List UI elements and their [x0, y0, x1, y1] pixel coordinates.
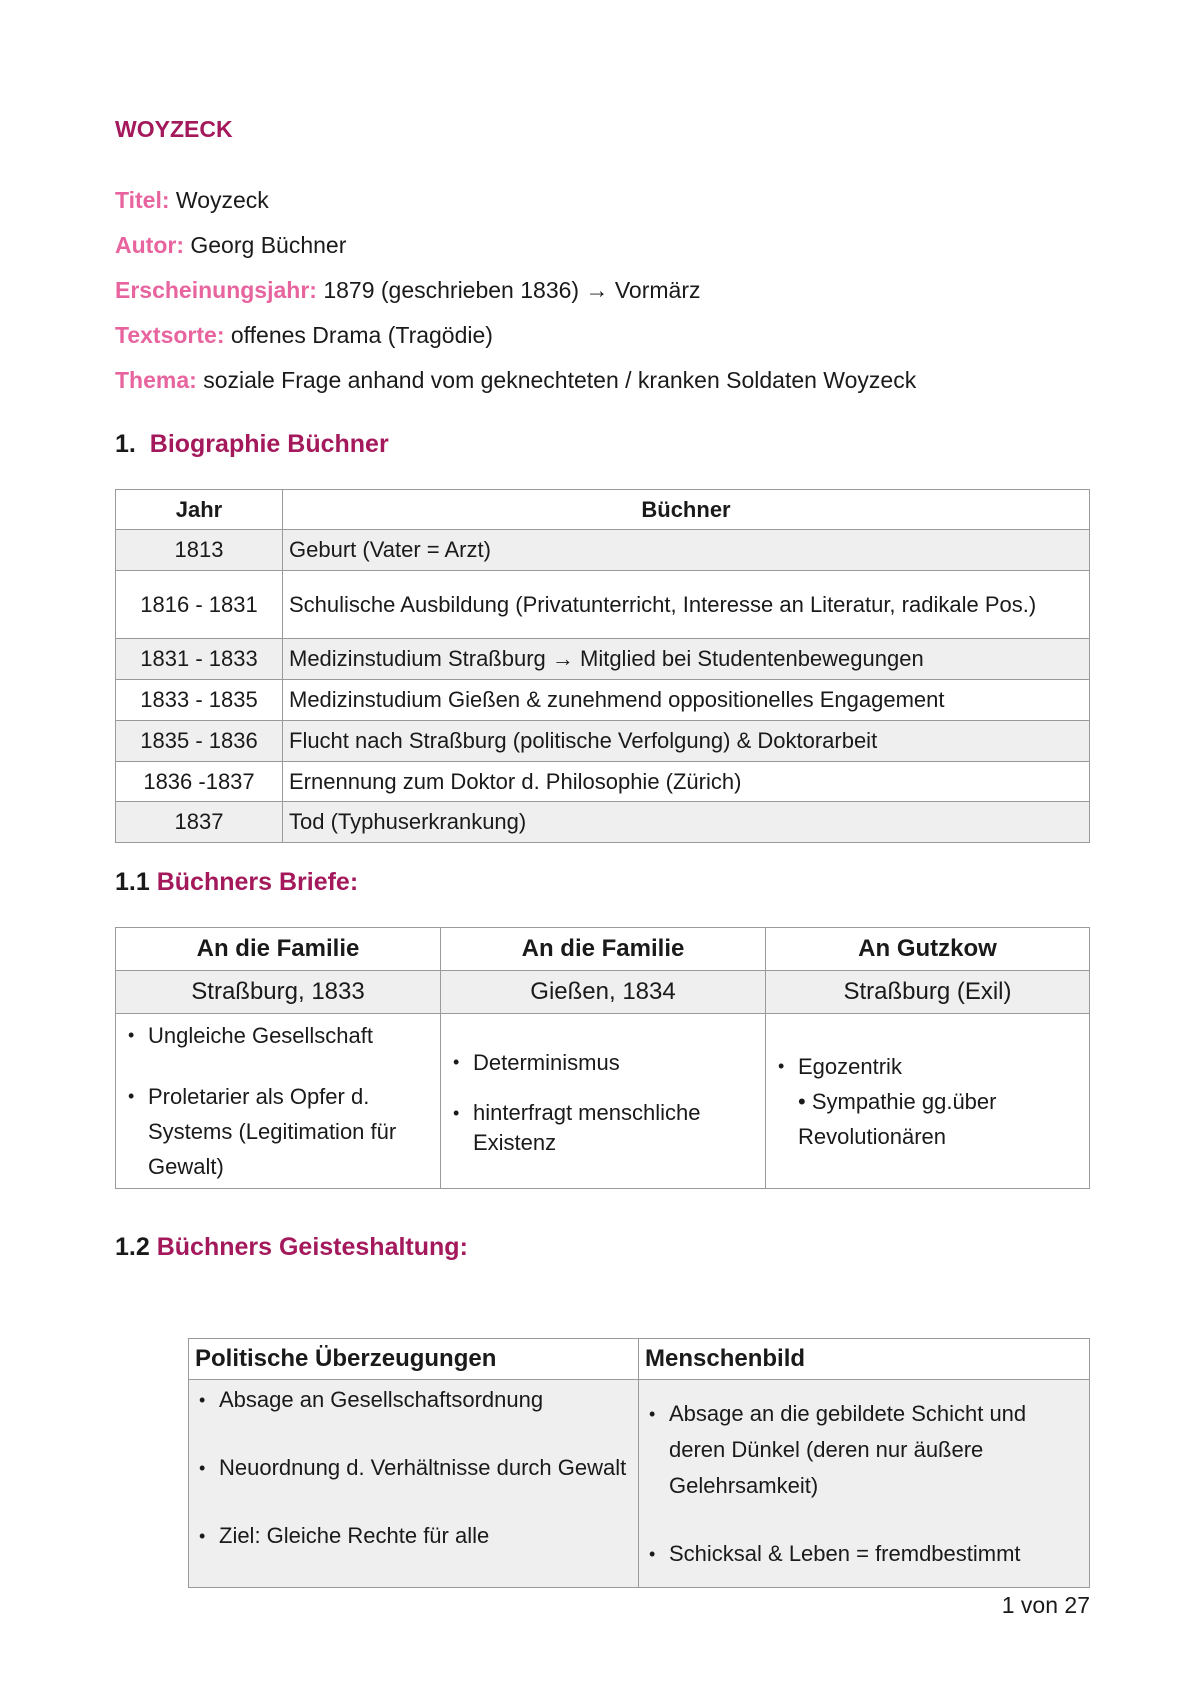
column-header: An die Familie — [116, 928, 441, 971]
table-row — [116, 1014, 1090, 1189]
meta-key: Textsorte: — [115, 322, 225, 348]
table-row — [116, 971, 1090, 1014]
bullet-list — [124, 1018, 432, 1184]
meta-value: 1879 (geschrieben 1836) → Vormärz — [323, 277, 701, 303]
list-item: • hinterfragt menschliche Existenz — [449, 1098, 757, 1158]
place-cell: Straßburg, 1833 — [116, 971, 441, 1014]
section-number: 1.1 — [115, 868, 150, 896]
meta-author — [115, 228, 916, 273]
table-row — [116, 530, 1090, 571]
meta-key: Titel: — [115, 187, 170, 213]
table-header-row — [116, 490, 1090, 530]
section-heading-attitude — [115, 1233, 468, 1262]
bullet-list — [645, 1396, 1083, 1572]
attitude-cell — [189, 1380, 639, 1588]
description-cell: Schulische Ausbildung (Privatunterricht, Interesse an Literatur, radikale Pos.) — [283, 571, 1090, 639]
table-row — [116, 802, 1090, 843]
section-heading-letters — [115, 868, 358, 897]
letter-cell — [766, 1014, 1090, 1189]
list-item: • Absage an Gesellschaftsordnung — [195, 1382, 632, 1418]
column-header: An die Familie — [441, 928, 766, 971]
bullet-list — [774, 1049, 1081, 1084]
description-cell: Tod (Typhuserkrankung) — [283, 802, 1090, 843]
list-item: • Egozentrik — [774, 1049, 1081, 1084]
section-label: Büchners Geisteshaltung: — [156, 1233, 468, 1261]
document-title: WOYZECK — [115, 116, 233, 142]
meta-genre — [115, 318, 916, 363]
year-cell: 1835 - 1836 — [116, 721, 283, 762]
list-item: • Ungleiche Gesellschaft — [124, 1018, 432, 1053]
column-header: An Gutzkow — [766, 928, 1090, 971]
metadata-block — [115, 183, 916, 408]
page-number: 1 von 27 — [1001, 1592, 1090, 1618]
list-item: • Schicksal & Leben = fremdbestimmt — [645, 1536, 1083, 1572]
description-cell: Geburt (Vater = Arzt) — [283, 530, 1090, 571]
bullet-list — [449, 1045, 757, 1158]
meta-value: Georg Büchner — [190, 232, 347, 258]
letters-table — [115, 927, 1090, 1189]
meta-key: Erscheinungsjahr: — [115, 277, 317, 303]
list-item: • Neuordnung d. Verhältnisse durch Gewalt — [195, 1450, 632, 1486]
biography-table — [115, 489, 1090, 843]
attitude-cell — [639, 1380, 1090, 1588]
section-heading-biography — [115, 430, 389, 459]
meta-key: Thema: — [115, 367, 197, 393]
meta-value: offenes Drama (Tragödie) — [230, 322, 493, 348]
year-cell: 1816 - 1831 — [116, 571, 283, 639]
description-cell: Medizinstudium Straßburg → Mitglied bei Studentenbewegungen — [283, 639, 1090, 680]
description-cell: Medizinstudium Gießen & zunehmend oppositionelles Engagement — [283, 680, 1090, 721]
letter-cell — [116, 1014, 441, 1189]
meta-year — [115, 273, 916, 318]
meta-theme — [115, 363, 916, 408]
table-row — [116, 680, 1090, 721]
meta-title — [115, 183, 916, 228]
table-header-row — [116, 928, 1090, 971]
column-header: Politische Überzeugungen — [189, 1339, 639, 1380]
meta-key: Autor: — [115, 232, 184, 258]
place-cell: Gießen, 1834 — [441, 971, 766, 1014]
section-number: 1. — [115, 430, 136, 458]
table-row — [116, 721, 1090, 762]
list-item: • Ziel: Gleiche Rechte für alle — [195, 1518, 632, 1554]
section-label: Büchners Briefe: — [156, 868, 359, 896]
letter-cell — [441, 1014, 766, 1189]
section-number: 1.2 — [115, 1233, 150, 1261]
year-cell: 1813 — [116, 530, 283, 571]
column-header: Menschenbild — [639, 1339, 1090, 1380]
table-row — [116, 571, 1090, 639]
column-header: Büchner — [283, 490, 1090, 530]
list-item: • Determinismus — [449, 1045, 757, 1080]
year-cell: 1831 - 1833 — [116, 639, 283, 680]
meta-value: soziale Frage anhand vom geknechteten / kranken Soldaten Woyzeck — [203, 367, 917, 393]
description-cell: Ernennung zum Doktor d. Philosophie (Zürich) — [283, 762, 1090, 802]
table-header-row — [189, 1339, 1090, 1380]
list-item: • Sympathie gg.über Revolutionären — [798, 1088, 997, 1149]
bullet-list — [195, 1382, 632, 1554]
section-label: Biographie Büchner — [149, 430, 389, 458]
table-row — [116, 639, 1090, 680]
year-cell: 1837 — [116, 802, 283, 843]
column-header: Jahr — [116, 490, 283, 530]
table-row — [189, 1380, 1090, 1588]
year-cell: 1836 -1837 — [116, 762, 283, 802]
place-cell: Straßburg (Exil) — [766, 971, 1090, 1014]
description-cell: Flucht nach Straßburg (politische Verfolgung) & Doktorarbeit — [283, 721, 1090, 762]
list-item: • Absage an die gebildete Schicht und deren Dünkel (deren nur äußere Gelehrsamkeit) — [645, 1396, 1083, 1504]
table-row — [116, 762, 1090, 802]
year-cell: 1833 - 1835 — [116, 680, 283, 721]
attitude-table — [188, 1338, 1090, 1588]
meta-value: Woyzeck — [175, 187, 269, 213]
list-item: • Proletarier als Opfer d. Systems (Legitimation für Gewalt) — [124, 1079, 432, 1184]
